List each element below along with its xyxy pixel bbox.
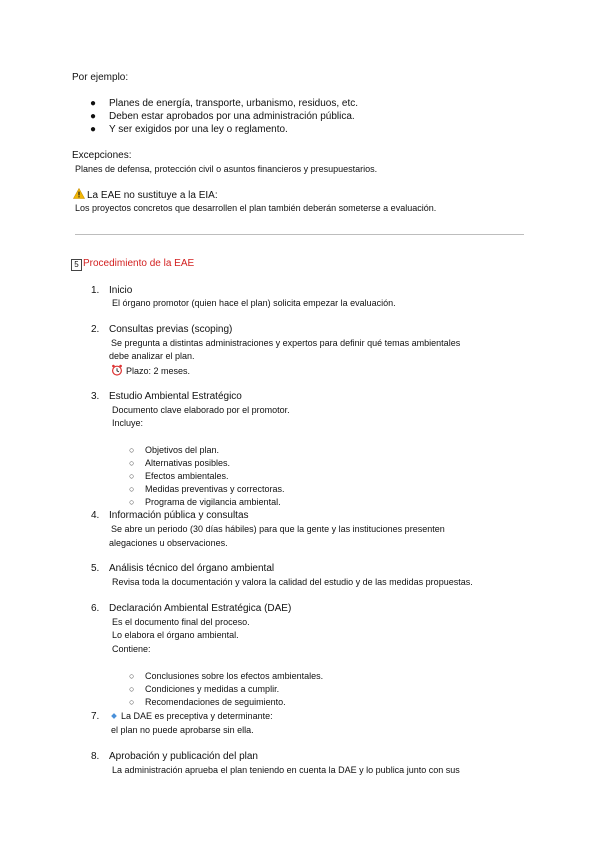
step-text: Contiene: — [112, 644, 151, 654]
exceptions-heading: Excepciones: — [72, 150, 132, 161]
hollow-bullet: ○ — [129, 484, 135, 494]
list-item: Efectos ambientales. — [145, 471, 229, 481]
step-title: Análisis técnico del órgano ambiental — [109, 563, 275, 574]
step-text: el plan no puede aprobarse sin ella. — [111, 725, 254, 735]
list-item: Alternativas posibles. — [145, 458, 231, 468]
list-item: Planes de energía, transporte, urbanismo, residuos, etc. — [109, 98, 359, 109]
hollow-bullet: ○ — [129, 671, 135, 681]
section-heading — [71, 258, 194, 271]
list-item: Y ser exigidos por una ley o reglamento. — [109, 124, 288, 135]
alarm-clock-icon — [111, 364, 123, 378]
list-item: Programa de vigilancia ambiental. — [145, 497, 281, 507]
step-title: Inicio — [109, 285, 133, 296]
bullet-dot: ● — [90, 124, 97, 135]
step-number: 3. — [91, 391, 100, 402]
step-number: 7. — [91, 711, 100, 722]
list-item: Medidas preventivas y correctoras. — [145, 484, 285, 494]
step-title: Aprobación y publicación del plan — [109, 751, 258, 762]
step-title: Consultas previas (scoping) — [109, 324, 233, 335]
step-text: Incluye: — [112, 418, 144, 428]
step-number: 8. — [91, 751, 100, 762]
warning-title: La EAE no sustituye a la EIA: — [87, 190, 218, 201]
step-text: Documento clave elaborado por el promotor. — [112, 405, 290, 415]
step-note — [111, 364, 190, 378]
hollow-bullet: ○ — [129, 445, 135, 455]
intro-label: Por ejemplo: — [72, 72, 129, 83]
step-text: Se abre un periodo (30 días hábiles) para que la gente y las instituciones presenten — [111, 524, 445, 534]
step-number: 4. — [91, 510, 100, 521]
step-number: 1. — [91, 285, 100, 296]
list-item: Deben estar aprobados por una administración pública. — [109, 111, 355, 122]
step-text: Es el documento final del proceso. — [112, 617, 250, 627]
list-item: Condiciones y medidas a cumplir. — [145, 684, 280, 694]
step-number: 5. — [91, 563, 100, 574]
warning-icon — [73, 188, 85, 202]
step-number: 6. — [91, 603, 100, 614]
list-item: Conclusiones sobre los efectos ambientales. — [145, 671, 324, 681]
hollow-bullet: ○ — [129, 497, 135, 507]
plazo-text: Plazo: 2 meses. — [126, 366, 191, 376]
step-text: Se pregunta a distintas administraciones y expertos para definir qué temas ambientales — [111, 338, 461, 348]
step-text: Lo elabora el órgano ambiental. — [112, 630, 239, 640]
hollow-bullet: ○ — [129, 697, 135, 707]
step-title: Declaración Ambiental Estratégica (DAE) — [109, 603, 292, 614]
step-text: alegaciones u observaciones. — [109, 538, 228, 548]
step-text: Revisa toda la documentación y valora la calidad del estudio y de las medidas propuestas. — [112, 577, 473, 587]
warning-text: Los proyectos concretos que desarrollen el plan también deberán someterse a evaluación. — [75, 203, 437, 213]
step-number: 2. — [91, 324, 100, 335]
horizontal-divider — [75, 234, 524, 235]
bullet-dot: ● — [90, 98, 97, 109]
step-text: debe analizar el plan. — [109, 351, 195, 361]
hollow-bullet: ○ — [129, 471, 135, 481]
step-title: Información pública y consultas — [109, 510, 249, 521]
bullet-dot: ● — [90, 111, 97, 122]
step-title: Estudio Ambiental Estratégico — [109, 391, 242, 402]
exceptions-text: Planes de defensa, protección civil o asuntos financieros y presupuestarios. — [75, 164, 378, 174]
step-title-line — [109, 711, 273, 721]
step-text: El órgano promotor (quien hace el plan) solicita empezar la evaluación. — [112, 298, 396, 308]
step-title: La DAE es preceptiva y determinante: — [121, 711, 273, 721]
hollow-bullet: ○ — [129, 458, 135, 468]
step-text: La administración aprueba el plan teniendo en cuenta la DAE y lo publica junto con sus — [112, 765, 460, 775]
list-item: Objetivos del plan. — [145, 445, 220, 455]
list-item: Recomendaciones de seguimiento. — [145, 697, 286, 707]
section-title: Procedimiento de la EAE — [83, 258, 195, 269]
hollow-bullet: ○ — [129, 684, 135, 694]
warning-line — [73, 188, 218, 202]
small-blue-diamond-icon — [111, 713, 117, 719]
keycap-number-icon: 5 — [71, 259, 82, 271]
